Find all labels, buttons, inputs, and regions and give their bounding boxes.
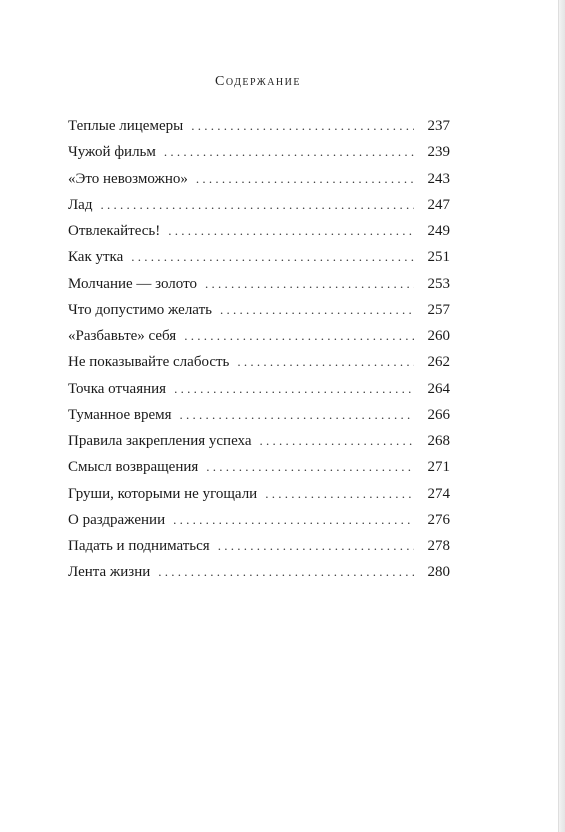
page-edge — [558, 0, 565, 832]
toc-entry-title: «Разбавьте» себя — [68, 328, 177, 344]
toc-leader-dots — [237, 352, 414, 372]
toc-entry-title: Теплые лицемеры — [68, 118, 184, 134]
toc-leader-dots — [174, 379, 414, 399]
toc-entry — [68, 326, 450, 352]
toc-entry — [68, 510, 450, 536]
toc-leader-dots — [196, 169, 414, 189]
toc-leader-dots — [131, 247, 414, 267]
toc-entry-title: Как утка — [68, 249, 124, 266]
toc-entry-title: Отвлекайтесь! — [68, 223, 161, 239]
toc-entry — [68, 457, 450, 483]
toc-entry-page: 280 — [427, 564, 450, 581]
toc-entry-page: 253 — [427, 275, 450, 292]
toc-entry-page: 257 — [427, 301, 450, 318]
toc-list — [68, 116, 450, 589]
toc-leader-dots — [218, 536, 414, 556]
toc-leader-dots — [100, 195, 414, 215]
toc-entry — [68, 405, 450, 431]
toc-entry-title: «Это невозможно» — [68, 170, 188, 187]
toc-entry — [68, 221, 450, 247]
toc-entry-title: Туманное время — [68, 406, 172, 423]
toc-entry-title: Не показывайте слабость — [68, 354, 230, 371]
toc-entry — [68, 142, 450, 168]
toc-entry-title: Чужой фильм — [68, 144, 156, 161]
toc-entry-page: 260 — [427, 328, 450, 344]
toc-leader-dots — [205, 274, 414, 294]
toc-entry-page: 243 — [427, 170, 450, 187]
toc-entry — [68, 536, 450, 562]
toc-entry-page: 268 — [427, 433, 450, 449]
toc-entry-title: Лад — [68, 196, 93, 213]
toc-entry-title: Лента жизни — [68, 564, 151, 581]
toc-leader-dots — [265, 484, 414, 504]
toc-entry-page: 271 — [427, 459, 450, 476]
toc-entry-page: 237 — [427, 118, 450, 134]
toc-entry-page: 247 — [427, 196, 450, 213]
toc-entry — [68, 274, 450, 300]
toc-entry-title: О раздражении — [68, 511, 166, 528]
toc-entry — [68, 195, 450, 221]
toc-leader-dots — [260, 431, 414, 451]
toc-entry-title: Точка отчаяния — [68, 380, 167, 397]
toc-leader-dots — [184, 326, 414, 346]
toc-entry-page: 264 — [427, 380, 450, 397]
toc-entry — [68, 247, 450, 273]
toc-entry-title: Груши, которыми не угощали — [68, 485, 258, 502]
toc-leader-dots — [164, 142, 414, 162]
toc-entry-page: 262 — [427, 354, 450, 371]
toc-entry — [68, 352, 450, 378]
toc-leader-dots — [158, 562, 414, 582]
toc-entry-title: Молчание — золото — [68, 275, 197, 292]
toc-entry-page: 274 — [427, 485, 450, 502]
toc-leader-dots — [191, 116, 414, 136]
toc-entry — [68, 562, 450, 588]
toc-entry — [68, 484, 450, 510]
toc-entry-page: 276 — [427, 511, 450, 528]
toc-entry-title: Падать и подниматься — [68, 538, 210, 554]
toc-entry-page: 278 — [427, 538, 450, 554]
toc-leader-dots — [220, 300, 414, 320]
toc-heading: Содержание — [215, 74, 301, 89]
toc-entry — [68, 379, 450, 405]
toc-entry-page: 251 — [427, 249, 450, 266]
toc-leader-dots — [168, 221, 414, 241]
toc-entry-title: Что допустимо желать — [68, 301, 212, 318]
toc-entry-page: 249 — [427, 223, 450, 239]
toc-entry — [68, 431, 450, 457]
toc-entry-page: 266 — [427, 406, 450, 423]
toc-entry — [68, 300, 450, 326]
toc-entry — [68, 116, 450, 142]
toc-leader-dots — [180, 405, 414, 425]
toc-entry — [68, 169, 450, 195]
toc-leader-dots — [206, 457, 414, 477]
toc-entry-title: Смысл возвращения — [68, 459, 199, 476]
toc-entry-page: 239 — [427, 144, 450, 161]
toc-leader-dots — [173, 510, 414, 530]
toc-entry-title: Правила закрепления успеха — [68, 433, 252, 449]
